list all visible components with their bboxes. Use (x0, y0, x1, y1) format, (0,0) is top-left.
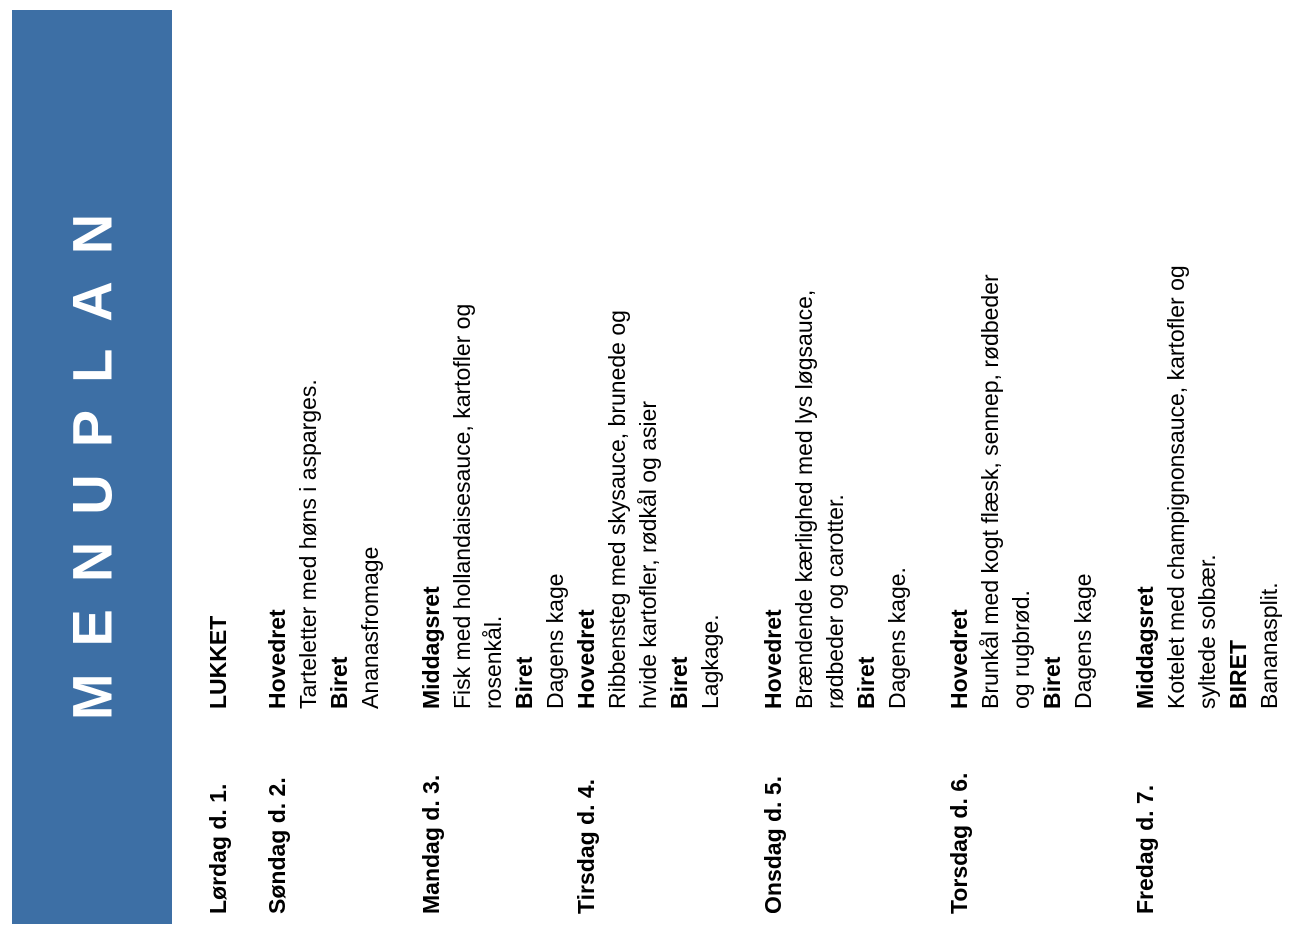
dish-text: Ribbensteg med skysauce, brunede og hvide kartofler, rødkål og asier (604, 310, 661, 709)
day-label: Søndag d. 2. (264, 777, 290, 914)
course-heading: Hovedret (573, 609, 599, 709)
dish-text: Kotelet med champignonsauce, kartofler og syltede solbær. (1163, 265, 1220, 709)
dish-text: Dagens kage (1070, 573, 1096, 709)
dish-text: Dagens kage (542, 573, 568, 709)
dish-text: Ananasfromage (357, 546, 383, 709)
menu-body (944, 249, 1099, 709)
menu-body (1130, 249, 1285, 709)
course-heading: Biret (1039, 656, 1065, 709)
day-entry (203, 0, 234, 914)
day-entry (1130, 0, 1285, 914)
day-label: Fredag d. 7. (1132, 784, 1158, 914)
course-heading: Biret (666, 656, 692, 709)
day-label: Torsdag d. 6. (946, 772, 972, 914)
course-heading: Hovedret (264, 609, 290, 709)
course-heading: Hovedret (946, 609, 972, 709)
course-heading: Middagsret (418, 586, 444, 709)
menu-body (262, 249, 386, 709)
course-heading: Hovedret (760, 609, 786, 709)
course-heading: BIRET (1225, 640, 1251, 709)
course-heading: LUKKET (205, 615, 231, 709)
day-entry (571, 0, 726, 914)
day-label: Tirsdag d. 4. (573, 778, 599, 914)
day-entry (416, 0, 571, 914)
day-label: Lørdag d. 1. (205, 783, 231, 914)
menu-body (203, 0, 234, 709)
day-entry (944, 0, 1099, 914)
dish-text: Brændende kærlighed med lys løgsauce, rødbeder og carotter. (791, 289, 848, 709)
menu-body (758, 249, 913, 709)
menu-body (571, 249, 726, 709)
title-banner (12, 10, 172, 924)
course-heading: Biret (326, 656, 352, 709)
dish-text: Brunkål med kogt flæsk, sennep, rødbeder og rugbrød. (977, 274, 1034, 709)
dish-text: Bananasplit. (1256, 582, 1282, 709)
dish-text: Dagens kage. (884, 567, 910, 709)
dish-text: Fisk med hollandaisesauce, kartofler og rosenkål. (449, 303, 506, 709)
dish-text: Tarteletter med høns i asparges. (295, 379, 321, 709)
dish-text: Lagkage. (697, 614, 723, 709)
day-label: Mandag d. 3. (418, 774, 444, 914)
page-title: MENUPLAN (60, 186, 124, 721)
course-heading: Middagsret (1132, 586, 1158, 709)
course-heading: Biret (511, 656, 537, 709)
day-entry (758, 0, 913, 914)
course-heading: Biret (853, 656, 879, 709)
day-label: Onsdag d. 5. (760, 775, 786, 914)
menu-body (416, 249, 571, 709)
day-entry (262, 0, 386, 914)
